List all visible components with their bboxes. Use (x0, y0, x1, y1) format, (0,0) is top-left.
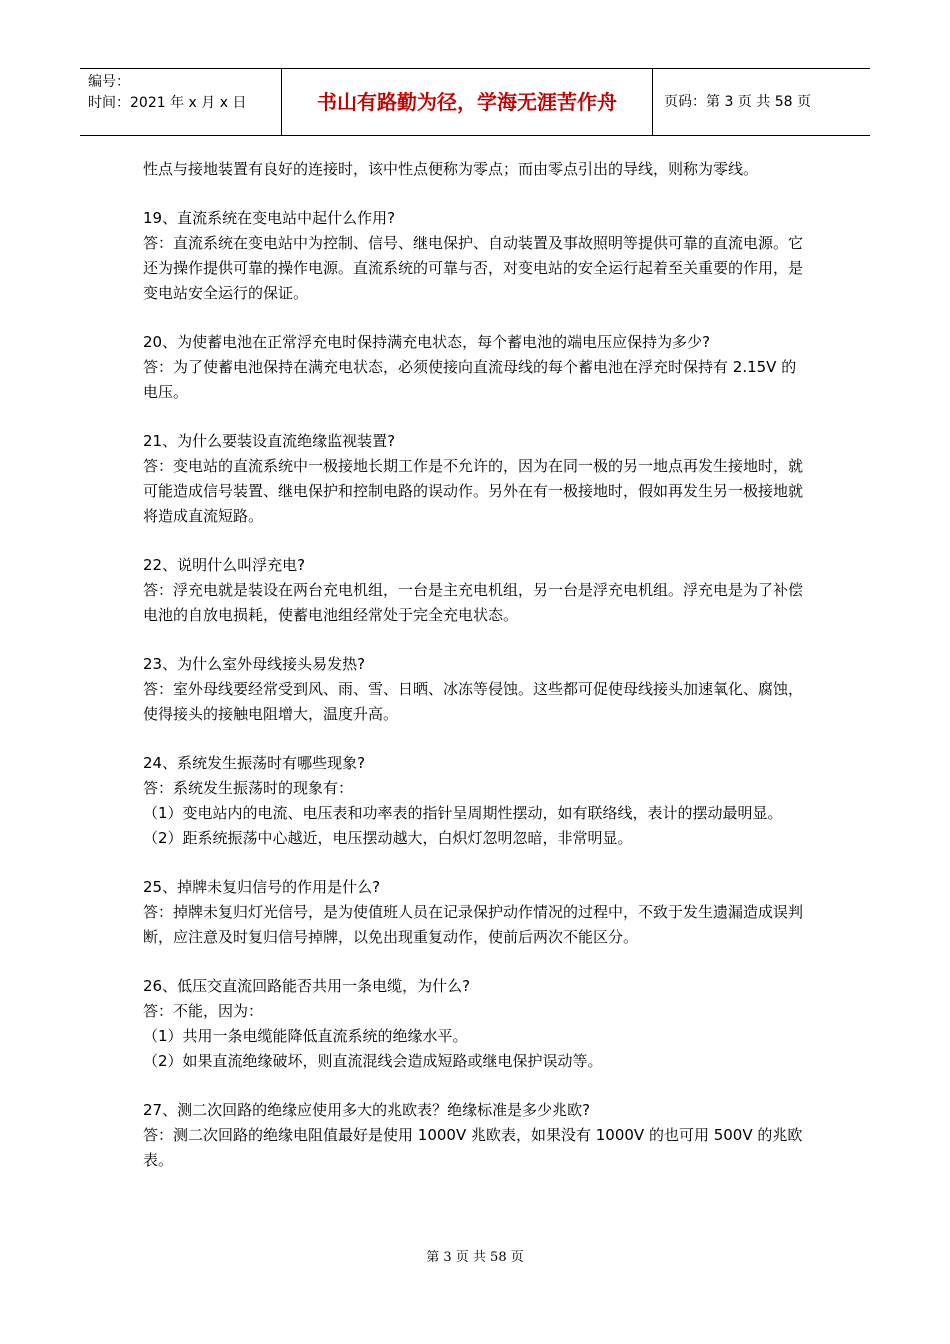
question-26: 26、低压交直流回路能否共用一条电缆，为什么? (143, 977, 471, 995)
question-24: 24、系统发生振荡时有哪些现象? (143, 754, 366, 772)
document-body (143, 157, 807, 1173)
question-19: 19、直流系统在变电站中起什么作用? (143, 209, 396, 227)
question-21: 21、为什么要装设直流绝缘监视装置? (143, 432, 396, 450)
answer-24-item-1: （1）变电站内的电流、电压表和功率表的指针呈周期性摆动，如有联络线，表计的摆动最明显。 (143, 804, 783, 822)
header-page-info: 页码：第 3 页 共 58 页 (664, 94, 811, 110)
header-motto: 书山有路勤为径，学海无涯苦作舟 (282, 69, 653, 135)
question-25: 25、掉牌未复归信号的作用是什么? (143, 878, 381, 896)
intro-paragraph: 性点与接地装置有良好的连接时，该中性点便称为零点；而由零点引出的导线，则称为零线。 (143, 160, 759, 178)
answer-26: 答：不能，因为： (143, 1002, 264, 1020)
question-20: 20、为使蓄电池在正常浮充电时保持满充电状态，每个蓄电池的端电压应保持为多少? (143, 333, 711, 351)
answer-27: 答：测二次回路的绝缘电阻值最好是使用 1000V 兆欧表，如果没有 1000V 的也可用 500V 的兆欧表。 (143, 1126, 803, 1169)
answer-25: 答：掉牌未复归灯光信号，是为使值班人员在记录保护动作情况的过程中，不致于发生遗漏造成误判断，应注意及时复归信号掉牌，以免出现重复动作，使前后两次不能区分。 (143, 903, 804, 946)
answer-20: 答：为了使蓄电池保持在满充电状态，必须使接向直流母线的每个蓄电池在浮充时保持有 2.15V 的电压。 (143, 358, 797, 401)
answer-19: 答：直流系统在变电站中为控制、信号、继电保护、自动装置及事故照明等提供可靠的直流电源。它还为操作提供可靠的操作电源。直流系统的可靠与否，对变电站的安全运行起着至关重要的作用，是变电站安全运行的保证。 (143, 234, 804, 302)
question-22: 22、说明什么叫浮充电? (143, 556, 306, 574)
page-footer: 第 3 页 共 58 页 (426, 1250, 524, 1265)
page-header (80, 68, 870, 136)
question-23: 23、为什么室外母线接头易发热? (143, 655, 366, 673)
answer-22: 答：浮充电就是装设在两台充电机组，一台是主充电机组，另一台是浮充电机组。浮充电是为了补偿电池的自放电损耗，使蓄电池组经常处于完全充电状态。 (143, 581, 804, 624)
answer-24: 答：系统发生振荡时的现象有： (143, 779, 354, 797)
answer-26-item-1: （1）共用一条电缆能降低直流系统的绝缘水平。 (143, 1027, 468, 1045)
question-27: 27、测二次回路的绝缘应使用多大的兆欧表？绝缘标准是多少兆欧? (143, 1101, 591, 1119)
answer-26-item-2: （2）如果直流绝缘破坏，则直流混线会造成短路或继电保护误动等。 (143, 1052, 603, 1070)
header-meta (80, 69, 282, 135)
answer-21: 答：变电站的直流系统中一极接地长期工作是不允许的，因为在同一极的另一地点再发生接地时，就可能造成信号装置、继电保护和控制电路的误动作。另外在有一极接地时，假如再发生另一极接地就将造成直流短路。 (143, 457, 804, 525)
date-label: 时间：2021 年 x 月 x 日 (88, 95, 247, 111)
answer-23: 答：室外母线要经常受到风、雨、雪、日晒、冰冻等侵蚀。这些都可促使母线接头加速氧化、腐蚀，使得接头的接触电阻增大，温度升高。 (143, 680, 804, 723)
number-label: 编号： (88, 74, 130, 90)
answer-24-item-2: （2）距系统振荡中心越近，电压摆动越大，白炽灯忽明忽暗，非常明显。 (143, 829, 633, 847)
